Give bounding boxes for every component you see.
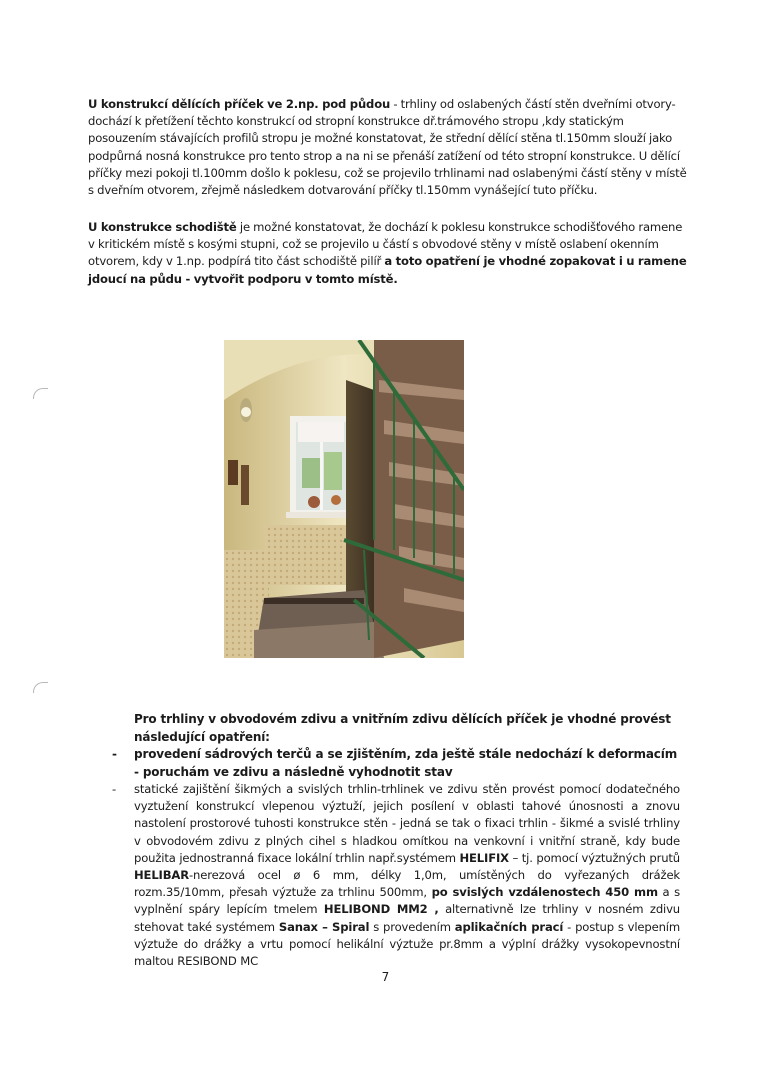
paragraph-text: - trhliny od oslabených částí stěn dveřními otvory- dochází k přetížení těchto konstrukcí od stropní konstrukce dř.trámového stropu ,kdy statickým posouzením stávajících profilů stropu je možné konstatovat, že střední dělící stěna tl.150mm slouží jako podpůrná nosná konstrukce pro tento strop a na ni se přenáší zatížení od této stropní konstrukce. U dělící příčky mezi pokoji tl.100mm došlo k poklesu, což se projevilo trhlinami nad oslabenými částí stěny v místě s dveřním otvorem, zřejmě následkem dotvarování příčky tl.150mm vynášející tuto příčku. [88,97,687,198]
list-item [110,746,680,781]
system-name: HELIFIX [459,850,509,865]
list-item-text: alternativně lze trhliny v nosném zdivu stehovat také systémem [134,902,681,934]
staircase-photo [224,340,464,658]
page-number: 7 [381,970,390,984]
product-name: HELIBAR [134,868,190,883]
paragraph-bold-tail: a toto opatření je vhodné zopakovat i u ramene jdoucí na půdu - vytvořit podporu v tomto místě. [88,254,687,286]
measures-heading: Pro trhliny v obvodovém zdivu a vnitřním zdivu dělících příček je vhodné provést následující opatření: [134,712,671,744]
list-item-text: statické zajištění šikmých a svislých trhlin-trhlinek ve zdivu stěn provést pomocí dodatečného vyztužení konstrukcí vlepenou výztuží, jejich posílení v oblasti tahové únosnosti a znovu nastolení prostorové tuhosti konstrukce stěn - jedná se tak o fixaci trhlin - šikmé a svislé trhliny v obvodovém zdivu z plných cihel s hladkou omítkou na venkovní i vnitřní straně, kdy bude použita jednostranná fixace lokální trhlin např.systémem [134,782,680,865]
paragraph-partitions [88,96,688,199]
list-item-text: s provedením [369,919,455,934]
list-item [110,781,680,970]
bullet-dash: - [112,747,117,761]
margin-mark [33,388,48,399]
list-item-text: a s vyplnění spáry lepícím tmelem [134,885,680,917]
spacing-note: po svislých vzdálenostech 450 mm [431,885,658,900]
paragraph-lead: U konstrukce schodiště [88,220,237,234]
paragraph-lead: U konstrukcí dělících příček ve 2.np. pod půdou [88,97,391,111]
list-item-text: -nerezová ocel ø 6 mm, délky 1,0m, umístěných do vyřezaných drážek rozm.35/10mm, přesah výztuže za trhlinu 500mm, [134,868,680,900]
bullet-dash: - [112,782,117,796]
system-name: Sanax – Spiral [278,919,370,934]
margin-mark [33,682,48,693]
product-name: HELIBOND MM2 , [323,902,439,917]
paragraph-text: je možné konstatovat, že dochází k poklesu konstrukce schodišťového ramene v kritickém místě s kosými stupni, což se projevilo u částí s obvodové stěny v místě oslabení okenním otvorem, kdy v 1.np. podpírá tito část schodiště pilíř [88,220,683,269]
paragraph-staircase [88,219,688,288]
list-item-text: – tj. pomocí výztužných prutů [508,850,680,865]
list-item-text: - postup s vlepením výztuže do drážky a vrtu pomocí helikální výztuže pr.8mm a výplní drážky vysokopevnostní maltou RESIBOND MC [134,919,681,969]
work-note: aplikačních prací [454,919,564,934]
measures-list [110,746,680,970]
list-item-text: provedení sádrových terčů a se zjištěním, zda ještě stále nedochází k deformacím - poruchám ve zdivu a následně vyhodnotit stav [134,747,678,779]
